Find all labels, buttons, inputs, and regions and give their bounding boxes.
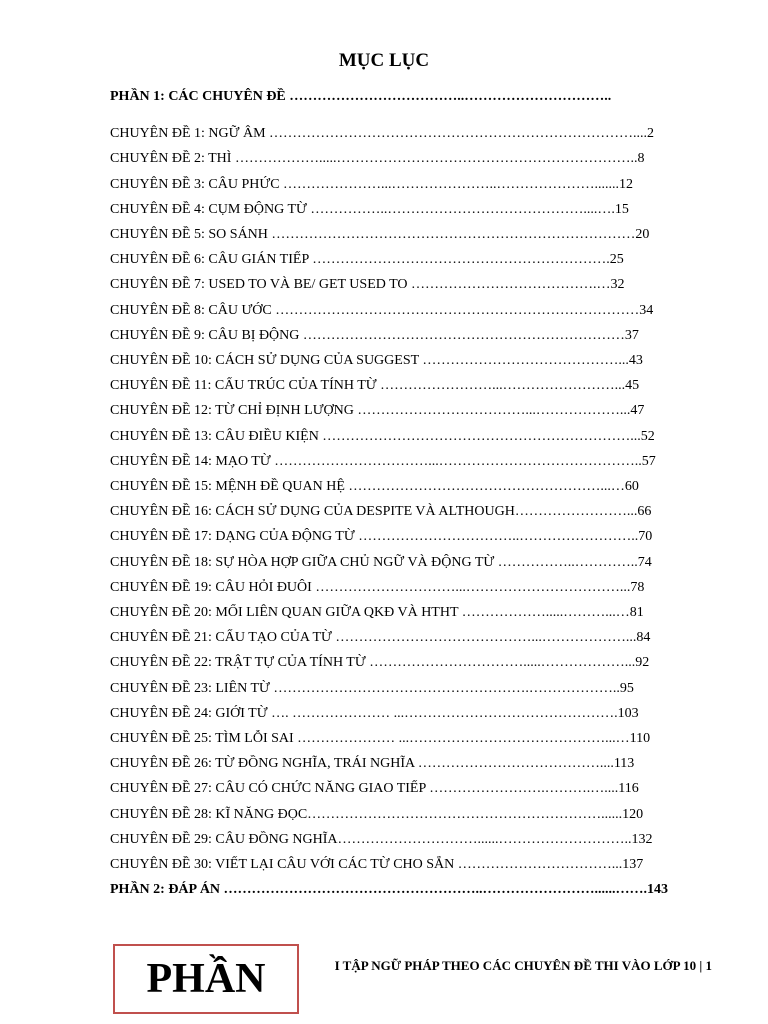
footer-text: I TẬP NGỮ PHÁP THEO CÁC CHUYÊN ĐỀ THI VÀO LỚP 10 | 1 — [334, 958, 712, 973]
toc-entry: CHUYÊN ĐỀ 24: GIỚI TỪ …. ………………… ...……………………………………….103 — [110, 705, 639, 721]
footer-box — [113, 944, 299, 1014]
toc-entry: CHUYÊN ĐỀ 4: CỤM ĐỘNG TỪ ……………..……………………………………....….15 — [110, 201, 629, 217]
toc-entry: CHUYÊN ĐỀ 29: CÂU ĐỒNG NGHĨA…………………………......………………………..132 — [110, 831, 653, 847]
toc-entry: CHUYÊN ĐỀ 15: MỆNH ĐỀ QUAN HỆ ………………………………………………...…60 — [110, 479, 639, 494]
toc-entry: CHUYÊN ĐỀ 12: TỪ CHỈ ĐỊNH LƯỢNG ………………………………...………………...47 — [110, 403, 645, 419]
toc-entry: CHUYÊN ĐỀ 14: MẠO TỪ ……………………………...……………………………………..57 — [110, 453, 656, 469]
toc-entry: CHUYÊN ĐỀ 11: CẤU TRÚC CỦA TÍNH TỪ ……………………...……………………...45 — [110, 378, 640, 394]
footer-box-text: PHẦN — [146, 956, 266, 1002]
toc-entry: CHUYÊN ĐỀ 16: CÁCH SỬ DỤNG CỦA DESPITE VÀ ALTHOUGH……………………...66 — [110, 504, 652, 520]
toc-entry: CHUYÊN ĐỀ 22: TRẬT TỰ CỦA TÍNH TỪ …………………………….....………………...92 — [110, 655, 650, 671]
toc-entry: CHUYÊN ĐỀ 13: CÂU ĐIỀU KIỆN …………………………………………………………...52 — [110, 428, 655, 444]
toc-entry: CHUYÊN ĐỀ 6: CÂU GIÁN TIẾP ……………………………………………………….25 — [110, 252, 624, 268]
toc-entry: CHUYÊN ĐỀ 10: CÁCH SỬ DỤNG CỦA SUGGEST ……………………………………...43 — [110, 353, 643, 368]
toc-entry: CHUYÊN ĐỀ 7: USED TO VÀ BE/ GET USED TO ………………………………….…32 — [110, 277, 625, 293]
toc-entry: CHUYÊN ĐỀ 18: SỰ HÒA HỢP GIỮA CHỦ NGỮ VÀ ĐỘNG TỪ ……………..…………..74 — [110, 554, 652, 570]
toc-entry: CHUYÊN ĐỀ 8: CÂU ƯỚC ……………………………………………………………………34 — [110, 302, 654, 318]
toc-entry: CHUYÊN ĐỀ 5: SO SÁNH ……………………………………………………………………20 — [110, 227, 650, 242]
toc-entry: CHUYÊN ĐỀ 30: VIẾT LẠI CÂU VỚI CÁC TỪ CHO SẴN ……………………………...137 — [110, 857, 644, 872]
toc-entry: CHUYÊN ĐỀ 26: TỪ ĐỒNG NGHĨA, TRÁI NGHĨA …………………………………....113 — [110, 756, 635, 772]
toc-entry: CHUYÊN ĐỀ 19: CÂU HỎI ĐUÔI …………………………...……………………………...78 — [110, 579, 645, 595]
toc-entry: CHUYÊN ĐỀ 27: CÂU CÓ CHỨC NĂNG GIAO TIẾP …………………….……….…....116 — [110, 781, 639, 797]
toc-section-heading: PHẦN 2: ĐÁP ÁN ………………………………………………..……………………......…….143 — [110, 882, 669, 898]
toc-entry: CHUYÊN ĐỀ 28: KĨ NĂNG ĐỌC………………………………………………………......120 — [110, 806, 644, 822]
toc-entry: CHUYÊN ĐỀ 17: DẠNG CỦA ĐỘNG TỪ ……………………………..……………………..70 — [110, 529, 653, 545]
toc-entry: CHUYÊN ĐỀ 20: MỐI LIÊN QUAN GIỮA QKĐ VÀ HTHT ……………….....………...…81 — [110, 605, 644, 620]
toc-section-heading: PHẦN 1: CÁC CHUYÊN ĐỀ ………………………………..………………………….. — [110, 89, 612, 104]
toc-entry: CHUYÊN ĐỀ 3: CÂU PHỨC …………………...…………………..………………….......12 — [110, 176, 634, 192]
toc-entry: CHUYÊN ĐỀ 25: TÌM LỖI SAI ………………… ...……………………………………...…110 — [110, 731, 651, 746]
toc-entry: CHUYÊN ĐỀ 1: NGỮ ÂM ……………………………………………………………………....2 — [110, 126, 655, 142]
toc-entry: CHUYÊN ĐỀ 9: CÂU BỊ ĐỘNG ……………………………………………………………37 — [110, 327, 639, 343]
page-title: MỤC LỤC — [338, 50, 430, 71]
toc-entry: CHUYÊN ĐỀ 23: LIÊN TỪ ……………………………………………….………………..95 — [110, 680, 634, 696]
toc-entry: CHUYÊN ĐỀ 21: CẤU TẠO CỦA TỪ ……………………………………...………………...84 — [110, 630, 651, 646]
toc-entry: CHUYÊN ĐỀ 2: THÌ ……………….....………………………………………………………..8 — [110, 151, 645, 167]
